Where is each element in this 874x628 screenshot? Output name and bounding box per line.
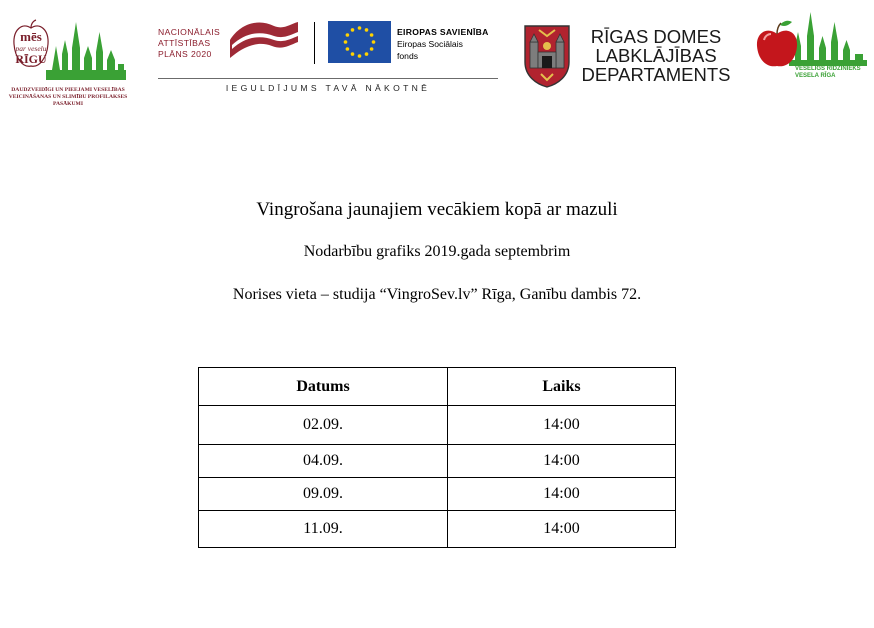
page-subtitle: Nodarbību grafiks 2019.gada septembrim [303,243,571,260]
nap-line-2: ATTĪSTĪBAS [158,38,211,48]
logo-word-mes: mēs [20,29,42,44]
date-cell: 02.09. [199,406,448,445]
logo-right-line-2: VESELA RĪGA [795,73,836,79]
logo-word-rigu: RĪGU [15,52,47,66]
nap-line-1: NACIONĀLAIS [158,27,221,37]
time-cell: 14:00 [448,478,676,511]
table-row [199,478,676,511]
time-cell: 14:00 [448,445,676,478]
mes-par-veselu-rigu-logo [6,14,128,107]
logo-word-par-veselu: par veselu [15,44,47,53]
apple-outline-icon [12,20,50,72]
logo-right-line-1: VESELĪGS RĪDZINIEKS [795,66,861,72]
veseligs-ridzinieks-logo [755,12,867,90]
time-cell: 14:00 [448,406,676,445]
riga-line-3: DEPARTAMENTS [581,64,731,85]
eu-title: EIROPAS SAVIENĪBA [397,27,489,37]
column-header-time: Laiks [448,368,676,406]
date-cell: 09.09. [199,478,448,511]
nap-2020-logo [158,20,298,80]
logo-divider [314,22,315,64]
riga-department-name [580,27,732,84]
logo-left-tagline-2: VEICINĀŠANAS UN SLIMĪBU PROFILAKSES PASĀKUMI [8,94,128,107]
eu-stars-icon [328,21,391,63]
date-cell: 11.09. [199,511,448,548]
apple-skyline-icon [755,12,867,68]
eu-line-2: Eiropas Sociālais [397,39,463,49]
table-header-row [199,368,676,406]
table-row [199,511,676,548]
column-header-date: Datums [199,368,448,406]
riga-coat-of-arms-icon [522,22,572,88]
riga-line-1: RĪGAS DOMES [590,26,722,47]
schedule-table [198,367,676,548]
eu-line-3: fonds [397,51,419,61]
eu-text [397,26,489,62]
eu-flag [328,21,391,63]
nap-line-3: PLĀNS 2020 [158,49,212,59]
logo-left-tagline-1: DAUDZVEIDĪGI UN PIEEJAMI VESELĪBAS [11,87,125,93]
venue-line: Norises vieta – studija “VingroSev.lv” Rīga, Ganību dambis 72. [232,286,642,303]
latvian-flag-wave-icon [228,20,300,62]
motto-rule [158,78,498,79]
table-row [199,406,676,445]
date-cell: 04.09. [199,445,448,478]
time-cell: 14:00 [448,511,676,548]
riga-line-2: LABKLĀJĪBAS [595,45,717,66]
page-title: Vingrošana jaunajiem vecākiem kopā ar mazuli [256,199,618,220]
riga-skyline-icon [46,18,126,82]
table-row [199,445,676,478]
motto-text: IEGULDĪJUMS TAVĀ NĀKOTNĒ [225,83,431,93]
